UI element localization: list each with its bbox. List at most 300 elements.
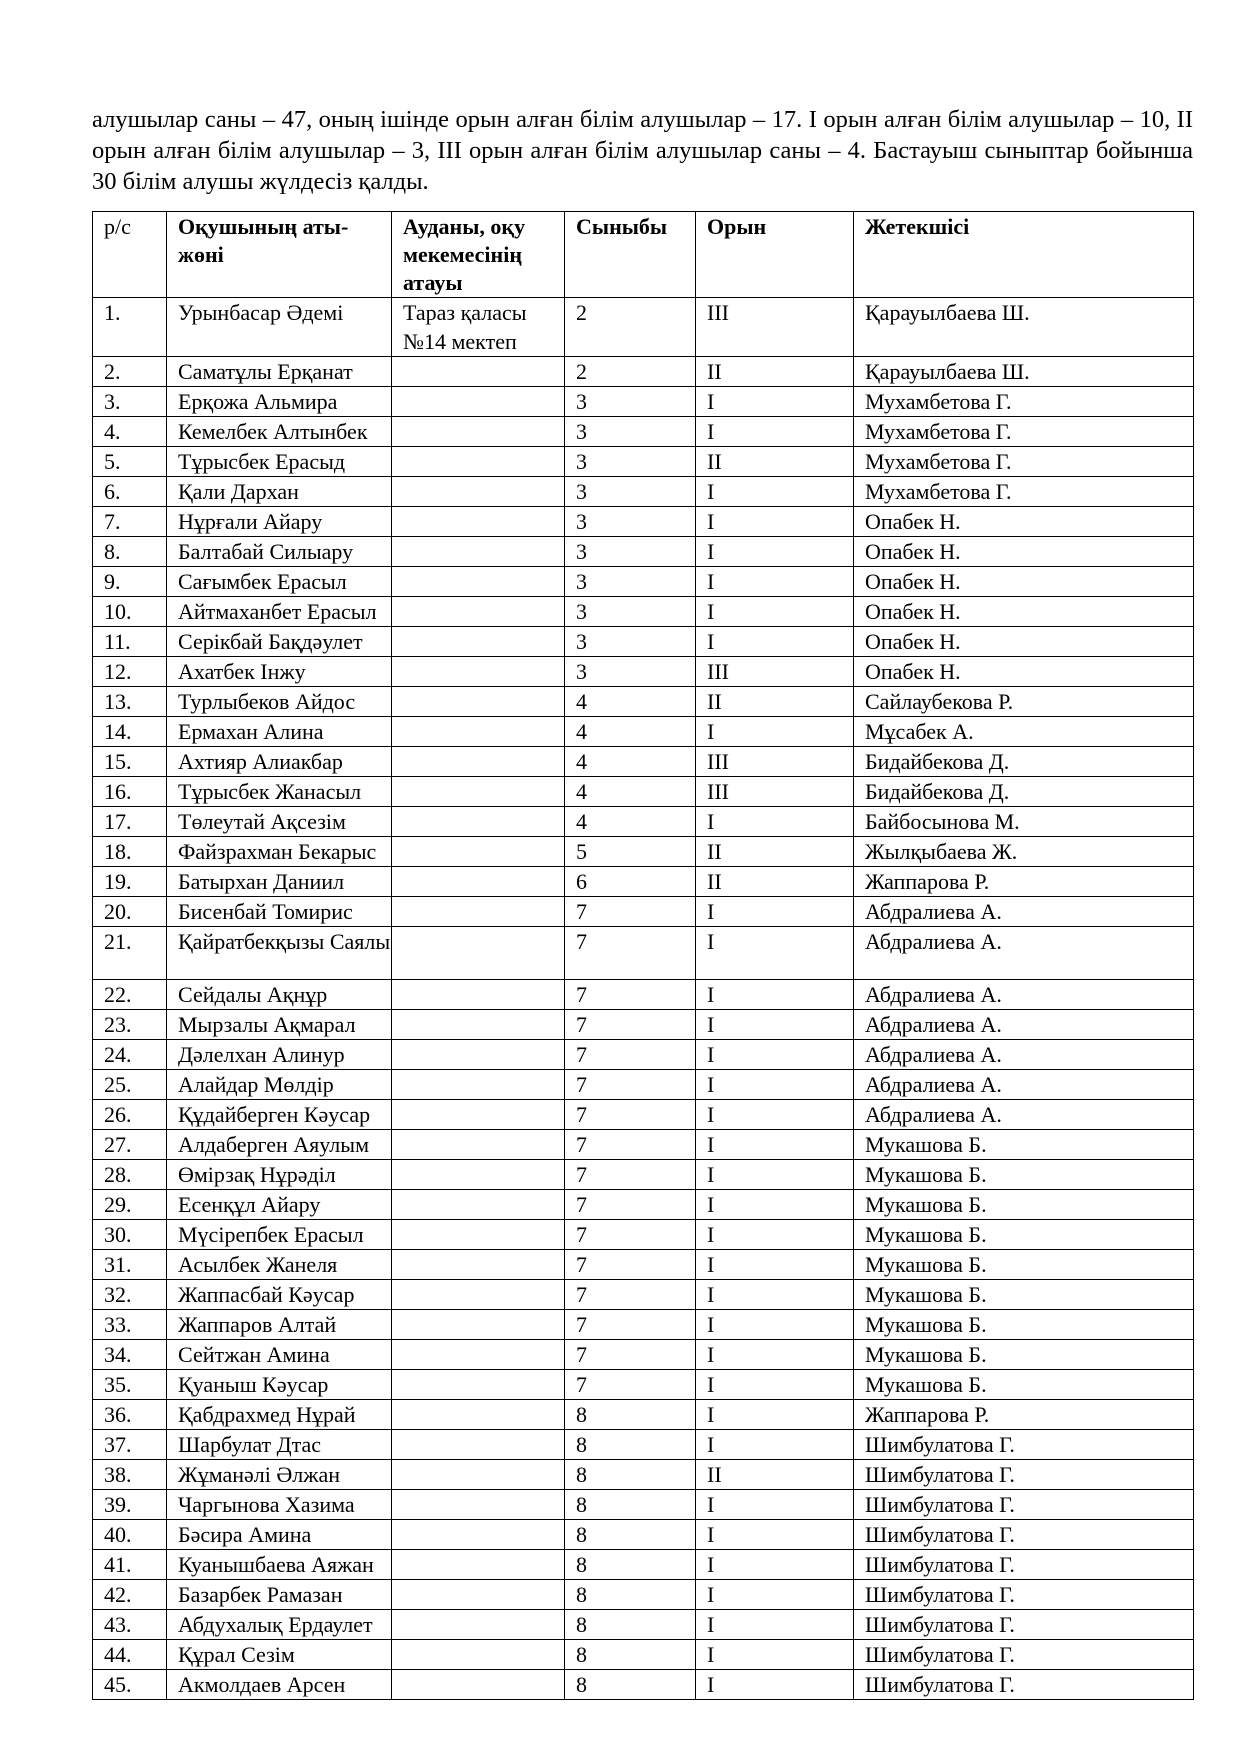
cell-student-name: Шарбулат Дтас	[167, 1430, 392, 1460]
cell-grade: 4	[565, 717, 696, 747]
document-page	[92, 104, 1193, 1700]
table-row	[93, 597, 1194, 627]
cell-number: 30.	[93, 1220, 167, 1250]
cell-teacher: Шимбулатова Г.	[854, 1490, 1194, 1520]
cell-student-name: Алдаберген Аяулым	[167, 1130, 392, 1160]
table-row	[93, 1280, 1194, 1310]
cell-student-name: Құрал Сезім	[167, 1640, 392, 1670]
cell-student-name: Төлеутай Ақсезім	[167, 807, 392, 837]
cell-student-name: Батырхан Даниил	[167, 867, 392, 897]
cell-school	[392, 1220, 565, 1250]
cell-grade: 8	[565, 1520, 696, 1550]
cell-school	[392, 1310, 565, 1340]
cell-number: 15.	[93, 747, 167, 777]
cell-place: І	[696, 1190, 854, 1220]
cell-school	[392, 717, 565, 747]
cell-number: 20.	[93, 897, 167, 927]
table-row	[93, 1400, 1194, 1430]
cell-grade: 3	[565, 477, 696, 507]
cell-grade: 7	[565, 1340, 696, 1370]
cell-number: 31.	[93, 1250, 167, 1280]
cell-teacher: Опабек Н.	[854, 597, 1194, 627]
table-row	[93, 687, 1194, 717]
cell-student-name: Куанышбаева Аяжан	[167, 1550, 392, 1580]
cell-number: 36.	[93, 1400, 167, 1430]
cell-number: 32.	[93, 1280, 167, 1310]
cell-place: І	[696, 477, 854, 507]
cell-school	[392, 447, 565, 477]
cell-place: ІІ	[696, 357, 854, 387]
cell-student-name: Тұрысбек Ерасыд	[167, 447, 392, 477]
cell-grade: 5	[565, 837, 696, 867]
cell-school	[392, 537, 565, 567]
cell-teacher: Жаппарова Р.	[854, 1400, 1194, 1430]
cell-grade: 7	[565, 1130, 696, 1160]
cell-student-name: Кемелбек Алтынбек	[167, 417, 392, 447]
cell-number: 34.	[93, 1340, 167, 1370]
cell-number: 25.	[93, 1070, 167, 1100]
cell-number: 28.	[93, 1160, 167, 1190]
table-row	[93, 1640, 1194, 1670]
cell-number: 16.	[93, 777, 167, 807]
cell-number: 8.	[93, 537, 167, 567]
cell-grade: 8	[565, 1400, 696, 1430]
cell-number: 35.	[93, 1370, 167, 1400]
cell-school	[392, 1010, 565, 1040]
cell-teacher: Байбосынова М.	[854, 807, 1194, 837]
cell-grade: 7	[565, 1220, 696, 1250]
cell-teacher: Мукашова Б.	[854, 1310, 1194, 1340]
cell-teacher: Абдралиева А.	[854, 897, 1194, 927]
intro-paragraph: алушылар саны – 47, оның ішінде орын алған білім алушылар – 17. І орын алған білім алушылар – 10, ІІ орын алған білім алушылар – 3, ІІІ орын алған білім алушылар саны – 4. Бастауыш сыныптар бойынша 30 білім алушы жүлдесіз қалды.	[92, 106, 1193, 195]
cell-school	[392, 1160, 565, 1190]
cell-teacher: Шимбулатова Г.	[854, 1460, 1194, 1490]
cell-school	[392, 1640, 565, 1670]
table-row	[93, 717, 1194, 747]
table-row	[93, 1670, 1194, 1700]
cell-teacher: Бидайбекова Д.	[854, 777, 1194, 807]
cell-school	[392, 657, 565, 687]
table-row	[93, 1550, 1194, 1580]
cell-number: 12.	[93, 657, 167, 687]
cell-grade: 3	[565, 537, 696, 567]
cell-teacher: Шимбулатова Г.	[854, 1580, 1194, 1610]
cell-school	[392, 1430, 565, 1460]
cell-student-name: Мүсірепбек Ерасыл	[167, 1220, 392, 1250]
cell-student-name: Сейдалы Ақнұр	[167, 980, 392, 1010]
cell-number: 40.	[93, 1520, 167, 1550]
cell-grade: 8	[565, 1490, 696, 1520]
table-row	[93, 1100, 1194, 1130]
cell-school	[392, 477, 565, 507]
cell-student-name: Сағымбек Ерасыл	[167, 567, 392, 597]
table-row	[93, 1370, 1194, 1400]
cell-student-name: Нұрғали Айару	[167, 507, 392, 537]
cell-teacher: Қарауылбаева Ш.	[854, 357, 1194, 387]
cell-school	[392, 1250, 565, 1280]
cell-number: 39.	[93, 1490, 167, 1520]
cell-school	[392, 747, 565, 777]
cell-grade: 4	[565, 807, 696, 837]
cell-school	[392, 837, 565, 867]
cell-number: 1.	[93, 298, 167, 357]
cell-place: І	[696, 387, 854, 417]
header-number: р/с	[93, 212, 167, 298]
cell-student-name: Жұманәлі Әлжан	[167, 1460, 392, 1490]
cell-student-name: Жаппасбай Кәусар	[167, 1280, 392, 1310]
cell-teacher: Мукашова Б.	[854, 1220, 1194, 1250]
cell-grade: 7	[565, 1310, 696, 1340]
cell-student-name: Ахтияр Алиакбар	[167, 747, 392, 777]
cell-student-name: Жаппаров Алтай	[167, 1310, 392, 1340]
table-row	[93, 1310, 1194, 1340]
cell-grade: 8	[565, 1670, 696, 1700]
cell-grade: 3	[565, 657, 696, 687]
cell-grade: 3	[565, 417, 696, 447]
table-row	[93, 1010, 1194, 1040]
cell-place: І	[696, 417, 854, 447]
cell-place: ІІ	[696, 447, 854, 477]
cell-grade: 7	[565, 1280, 696, 1310]
cell-place: І	[696, 567, 854, 597]
cell-number: 3.	[93, 387, 167, 417]
cell-grade: 8	[565, 1580, 696, 1610]
cell-student-name: Чаргынова Хазима	[167, 1490, 392, 1520]
cell-grade: 7	[565, 1100, 696, 1130]
cell-school	[392, 567, 565, 597]
cell-school	[392, 1370, 565, 1400]
table-row	[93, 1610, 1194, 1640]
cell-grade: 7	[565, 1250, 696, 1280]
cell-student-name: Айтмаханбет Ерасыл	[167, 597, 392, 627]
cell-teacher: Мукашова Б.	[854, 1370, 1194, 1400]
cell-school	[392, 1100, 565, 1130]
cell-teacher: Шимбулатова Г.	[854, 1670, 1194, 1700]
cell-grade: 3	[565, 567, 696, 597]
cell-place: І	[696, 1520, 854, 1550]
cell-place: І	[696, 1040, 854, 1070]
cell-teacher: Шимбулатова Г.	[854, 1550, 1194, 1580]
cell-student-name: Мырзалы Ақмарал	[167, 1010, 392, 1040]
header-grade: Сыныбы	[565, 212, 696, 298]
table-row	[93, 537, 1194, 567]
cell-school	[392, 777, 565, 807]
table-row	[93, 1190, 1194, 1220]
cell-student-name: Акмолдаев Арсен	[167, 1670, 392, 1700]
cell-place: І	[696, 1100, 854, 1130]
cell-number: 2.	[93, 357, 167, 387]
cell-grade: 2	[565, 298, 696, 357]
cell-place: І	[696, 1310, 854, 1340]
cell-teacher: Абдралиева А.	[854, 1070, 1194, 1100]
cell-number: 27.	[93, 1130, 167, 1160]
cell-place: І	[696, 980, 854, 1010]
cell-teacher: Мукашова Б.	[854, 1250, 1194, 1280]
cell-grade: 8	[565, 1550, 696, 1580]
cell-place: І	[696, 597, 854, 627]
table-row	[93, 1070, 1194, 1100]
cell-number: 41.	[93, 1550, 167, 1580]
cell-place: І	[696, 717, 854, 747]
cell-grade: 7	[565, 1070, 696, 1100]
cell-student-name: Саматұлы Ерқанат	[167, 357, 392, 387]
cell-teacher: Опабек Н.	[854, 567, 1194, 597]
cell-school	[392, 1490, 565, 1520]
table-header-row	[93, 212, 1194, 298]
cell-place: І	[696, 1580, 854, 1610]
cell-school	[392, 980, 565, 1010]
cell-teacher: Опабек Н.	[854, 657, 1194, 687]
cell-number: 17.	[93, 807, 167, 837]
cell-place: І	[696, 1370, 854, 1400]
cell-school	[392, 687, 565, 717]
table-row	[93, 357, 1194, 387]
table-row	[93, 1040, 1194, 1070]
cell-place: ІІ	[696, 837, 854, 867]
cell-school	[392, 807, 565, 837]
cell-number: 19.	[93, 867, 167, 897]
cell-student-name: Балтабай Силыару	[167, 537, 392, 567]
cell-grade: 8	[565, 1610, 696, 1640]
cell-teacher: Опабек Н.	[854, 537, 1194, 567]
cell-number: 24.	[93, 1040, 167, 1070]
cell-school	[392, 1610, 565, 1640]
cell-school	[392, 1340, 565, 1370]
cell-school	[392, 1460, 565, 1490]
cell-teacher: Бидайбекова Д.	[854, 747, 1194, 777]
cell-place: І	[696, 1670, 854, 1700]
cell-student-name: Алайдар Мөлдір	[167, 1070, 392, 1100]
cell-school	[392, 1580, 565, 1610]
cell-teacher: Опабек Н.	[854, 627, 1194, 657]
cell-place: І	[696, 507, 854, 537]
cell-student-name: Бисенбай Томирис	[167, 897, 392, 927]
table-row	[93, 447, 1194, 477]
cell-school	[392, 1520, 565, 1550]
cell-grade: 7	[565, 980, 696, 1010]
cell-grade: 7	[565, 927, 696, 980]
cell-grade: 8	[565, 1460, 696, 1490]
cell-teacher: Абдралиева А.	[854, 927, 1194, 980]
cell-place: І	[696, 897, 854, 927]
cell-number: 11.	[93, 627, 167, 657]
header-school: Ауданы, оқу мекемесінің атауы	[392, 212, 565, 298]
cell-student-name: Тұрысбек Жанасыл	[167, 777, 392, 807]
cell-number: 29.	[93, 1190, 167, 1220]
results-table	[92, 211, 1194, 1700]
cell-grade: 7	[565, 1010, 696, 1040]
cell-grade: 8	[565, 1640, 696, 1670]
table-row	[93, 747, 1194, 777]
cell-teacher: Мукашова Б.	[854, 1130, 1194, 1160]
table-row	[93, 567, 1194, 597]
cell-place: І	[696, 1010, 854, 1040]
cell-number: 42.	[93, 1580, 167, 1610]
cell-number: 9.	[93, 567, 167, 597]
cell-school	[392, 1070, 565, 1100]
cell-place: І	[696, 1130, 854, 1160]
cell-teacher: Жаппарова Р.	[854, 867, 1194, 897]
cell-school	[392, 357, 565, 387]
cell-student-name: Урынбасар Әдемі	[167, 298, 392, 357]
cell-grade: 3	[565, 387, 696, 417]
table-row	[93, 417, 1194, 447]
cell-teacher: Абдралиева А.	[854, 980, 1194, 1010]
cell-grade: 4	[565, 777, 696, 807]
table-row	[93, 1460, 1194, 1490]
header-teacher: Жетекшісі	[854, 212, 1194, 298]
cell-grade: 4	[565, 747, 696, 777]
cell-school	[392, 387, 565, 417]
cell-number: 6.	[93, 477, 167, 507]
cell-place: ІІ	[696, 687, 854, 717]
cell-school	[392, 417, 565, 447]
table-row	[93, 1250, 1194, 1280]
cell-student-name: Асылбек Жанеля	[167, 1250, 392, 1280]
cell-school	[392, 1670, 565, 1700]
cell-student-name: Файзрахман Бекарыс	[167, 837, 392, 867]
cell-place: І	[696, 1220, 854, 1250]
cell-teacher: Абдралиева А.	[854, 1040, 1194, 1070]
table-row	[93, 298, 1194, 357]
cell-student-name: Абдухалық Ердаулет	[167, 1610, 392, 1640]
table-row	[93, 1130, 1194, 1160]
table-row	[93, 657, 1194, 687]
table-row	[93, 1520, 1194, 1550]
cell-number: 33.	[93, 1310, 167, 1340]
cell-place: І	[696, 627, 854, 657]
cell-teacher: Шимбулатова Г.	[854, 1520, 1194, 1550]
cell-place: ІІ	[696, 1460, 854, 1490]
cell-grade: 7	[565, 1040, 696, 1070]
cell-number: 23.	[93, 1010, 167, 1040]
cell-place: ІІ	[696, 867, 854, 897]
cell-place: І	[696, 1490, 854, 1520]
cell-teacher: Шимбулатова Г.	[854, 1640, 1194, 1670]
cell-place: І	[696, 1430, 854, 1460]
cell-school	[392, 597, 565, 627]
table-row	[93, 777, 1194, 807]
cell-student-name: Құдайберген Кәусар	[167, 1100, 392, 1130]
cell-place: І	[696, 1280, 854, 1310]
cell-place: І	[696, 1250, 854, 1280]
cell-teacher: Мұсабек А.	[854, 717, 1194, 747]
cell-number: 38.	[93, 1460, 167, 1490]
cell-school	[392, 897, 565, 927]
cell-teacher: Мухамбетова Г.	[854, 417, 1194, 447]
cell-grade: 3	[565, 507, 696, 537]
cell-school	[392, 1130, 565, 1160]
cell-grade: 3	[565, 447, 696, 477]
table-row	[93, 1580, 1194, 1610]
cell-number: 22.	[93, 980, 167, 1010]
cell-place: І	[696, 1550, 854, 1580]
cell-number: 44.	[93, 1640, 167, 1670]
cell-teacher: Мукашова Б.	[854, 1280, 1194, 1310]
cell-number: 26.	[93, 1100, 167, 1130]
cell-number: 7.	[93, 507, 167, 537]
cell-student-name: Қабдрахмед Нұрай	[167, 1400, 392, 1430]
cell-teacher: Мукашова Б.	[854, 1160, 1194, 1190]
cell-number: 5.	[93, 447, 167, 477]
cell-student-name: Серікбай Бақдәулет	[167, 627, 392, 657]
table-row	[93, 897, 1194, 927]
table-row	[93, 477, 1194, 507]
table-row	[93, 1490, 1194, 1520]
cell-teacher: Мухамбетова Г.	[854, 477, 1194, 507]
cell-school: Тараз қаласы №14 мектеп	[392, 298, 565, 357]
cell-grade: 7	[565, 1160, 696, 1190]
cell-place: І	[696, 927, 854, 980]
cell-number: 45.	[93, 1670, 167, 1700]
cell-student-name: Ермахан Алина	[167, 717, 392, 747]
cell-place: І	[696, 1610, 854, 1640]
cell-teacher: Қарауылбаева Ш.	[854, 298, 1194, 357]
cell-school	[392, 927, 565, 980]
cell-teacher: Сайлаубекова Р.	[854, 687, 1194, 717]
cell-number: 14.	[93, 717, 167, 747]
cell-student-name: Ерқожа Альмира	[167, 387, 392, 417]
cell-number: 10.	[93, 597, 167, 627]
cell-number: 13.	[93, 687, 167, 717]
cell-grade: 2	[565, 357, 696, 387]
cell-grade: 4	[565, 687, 696, 717]
table-row	[93, 1340, 1194, 1370]
cell-student-name: Турлыбеков Айдос	[167, 687, 392, 717]
cell-student-name: Өмірзақ Нұрәділ	[167, 1160, 392, 1190]
cell-teacher: Мухамбетова Г.	[854, 387, 1194, 417]
header-place: Орын	[696, 212, 854, 298]
cell-student-name: Дәлелхан Алинур	[167, 1040, 392, 1070]
cell-student-name: Қайратбекқызы Саялы	[167, 927, 392, 980]
cell-school	[392, 1550, 565, 1580]
header-student-name: Оқушының аты-жөні	[167, 212, 392, 298]
table-row	[93, 927, 1194, 980]
cell-number: 37.	[93, 1430, 167, 1460]
cell-place: І	[696, 1070, 854, 1100]
cell-teacher: Абдралиева А.	[854, 1100, 1194, 1130]
table-row	[93, 1220, 1194, 1250]
cell-place: І	[696, 1160, 854, 1190]
cell-number: 4.	[93, 417, 167, 447]
cell-school	[392, 1190, 565, 1220]
cell-place: ІІІ	[696, 747, 854, 777]
cell-place: ІІІ	[696, 777, 854, 807]
cell-teacher: Мукашова Б.	[854, 1190, 1194, 1220]
table-row	[93, 807, 1194, 837]
cell-school	[392, 867, 565, 897]
cell-school	[392, 1040, 565, 1070]
cell-teacher: Шимбулатова Г.	[854, 1610, 1194, 1640]
cell-student-name: Сейтжан Амина	[167, 1340, 392, 1370]
cell-student-name: Ахатбек Інжу	[167, 657, 392, 687]
cell-grade: 3	[565, 627, 696, 657]
cell-school	[392, 1280, 565, 1310]
cell-number: 21.	[93, 927, 167, 980]
cell-student-name: Қуаныш Кәусар	[167, 1370, 392, 1400]
cell-student-name: Бәсира Амина	[167, 1520, 392, 1550]
table-body	[93, 298, 1194, 1700]
table-row	[93, 867, 1194, 897]
cell-school	[392, 1400, 565, 1430]
cell-school	[392, 507, 565, 537]
table-row	[93, 387, 1194, 417]
cell-place: ІІІ	[696, 657, 854, 687]
cell-grade: 7	[565, 1370, 696, 1400]
cell-student-name: Базарбек Рамазан	[167, 1580, 392, 1610]
cell-grade: 6	[565, 867, 696, 897]
table-row	[93, 837, 1194, 867]
